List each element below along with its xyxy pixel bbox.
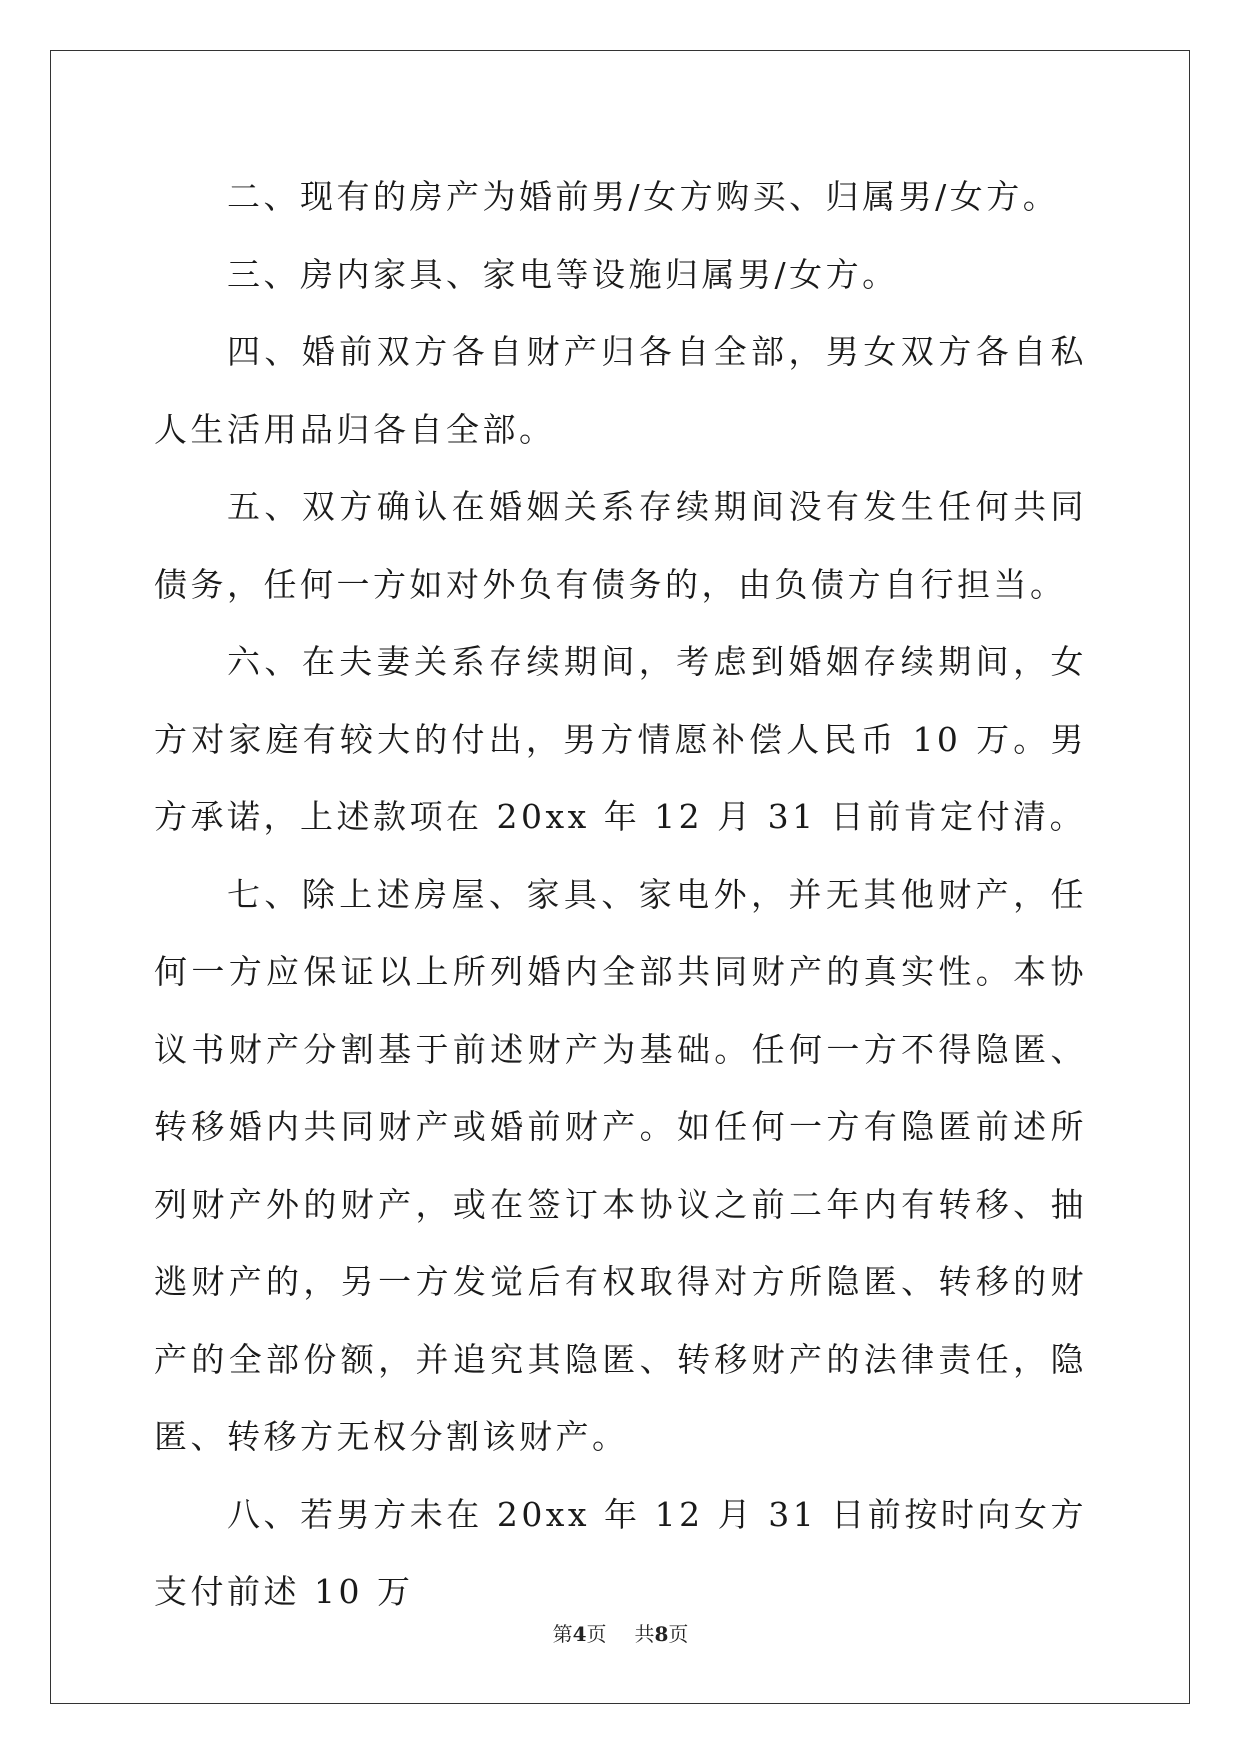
- paragraph-7: 七、除上述房屋、家具、家电外，并无其他财产，任何一方应保证以上所列婚内全部共同财产的真实性。本协议书财产分割基于前述财产为基础。任何一方不得隐匿、转移婚内共同财产或婚前财产。如任何一方有隐匿前述所列财产外的财产，或在签订本协议之前二年内有转移、抽逃财产的，另一方发觉后有权取得对方所隐匿、转移的财产的全部份额，并追究其隐匿、转移财产的法律责任，隐匿、转移方无权分割该财产。: [154, 874, 1087, 1456]
- total-suffix: 页: [668, 1622, 689, 1646]
- page-footer: [0, 1618, 1241, 1647]
- document-body: [154, 158, 1087, 1631]
- page-prefix: 第: [552, 1622, 573, 1646]
- total-prefix: 共: [634, 1622, 655, 1646]
- paragraph-6: 六、在夫妻关系存续期间，考虑到婚姻存续期间，女方对家庭有较大的付出，男方情愿补偿人民币 10 万。男方承诺，上述款项在 20xx 年 12 月 31 日前肯定付清。: [154, 642, 1087, 836]
- page-number: 4: [572, 1622, 587, 1646]
- paragraph-8: 八、若男方未在 20xx 年 12 月 31 日前按时向女方支付前述 10 万: [154, 1494, 1087, 1611]
- paragraph-2: 二、现有的房产为婚前男/女方购买、归属男/女方。: [227, 177, 1060, 216]
- page-suffix: 页: [586, 1622, 607, 1646]
- paragraph-5: 五、双方确认在婚姻关系存续期间没有发生任何共同债务，任何一方如对外负有债务的，由负债方自行担当。: [154, 487, 1087, 604]
- paragraph-3: 三、房内家具、家电等设施归属男/女方。: [227, 254, 899, 294]
- total-pages: 8: [654, 1622, 669, 1646]
- paragraph-4: 四、婚前双方各自财产归各自全部，男女双方各自私人生活用品归各自全部。: [154, 332, 1087, 449]
